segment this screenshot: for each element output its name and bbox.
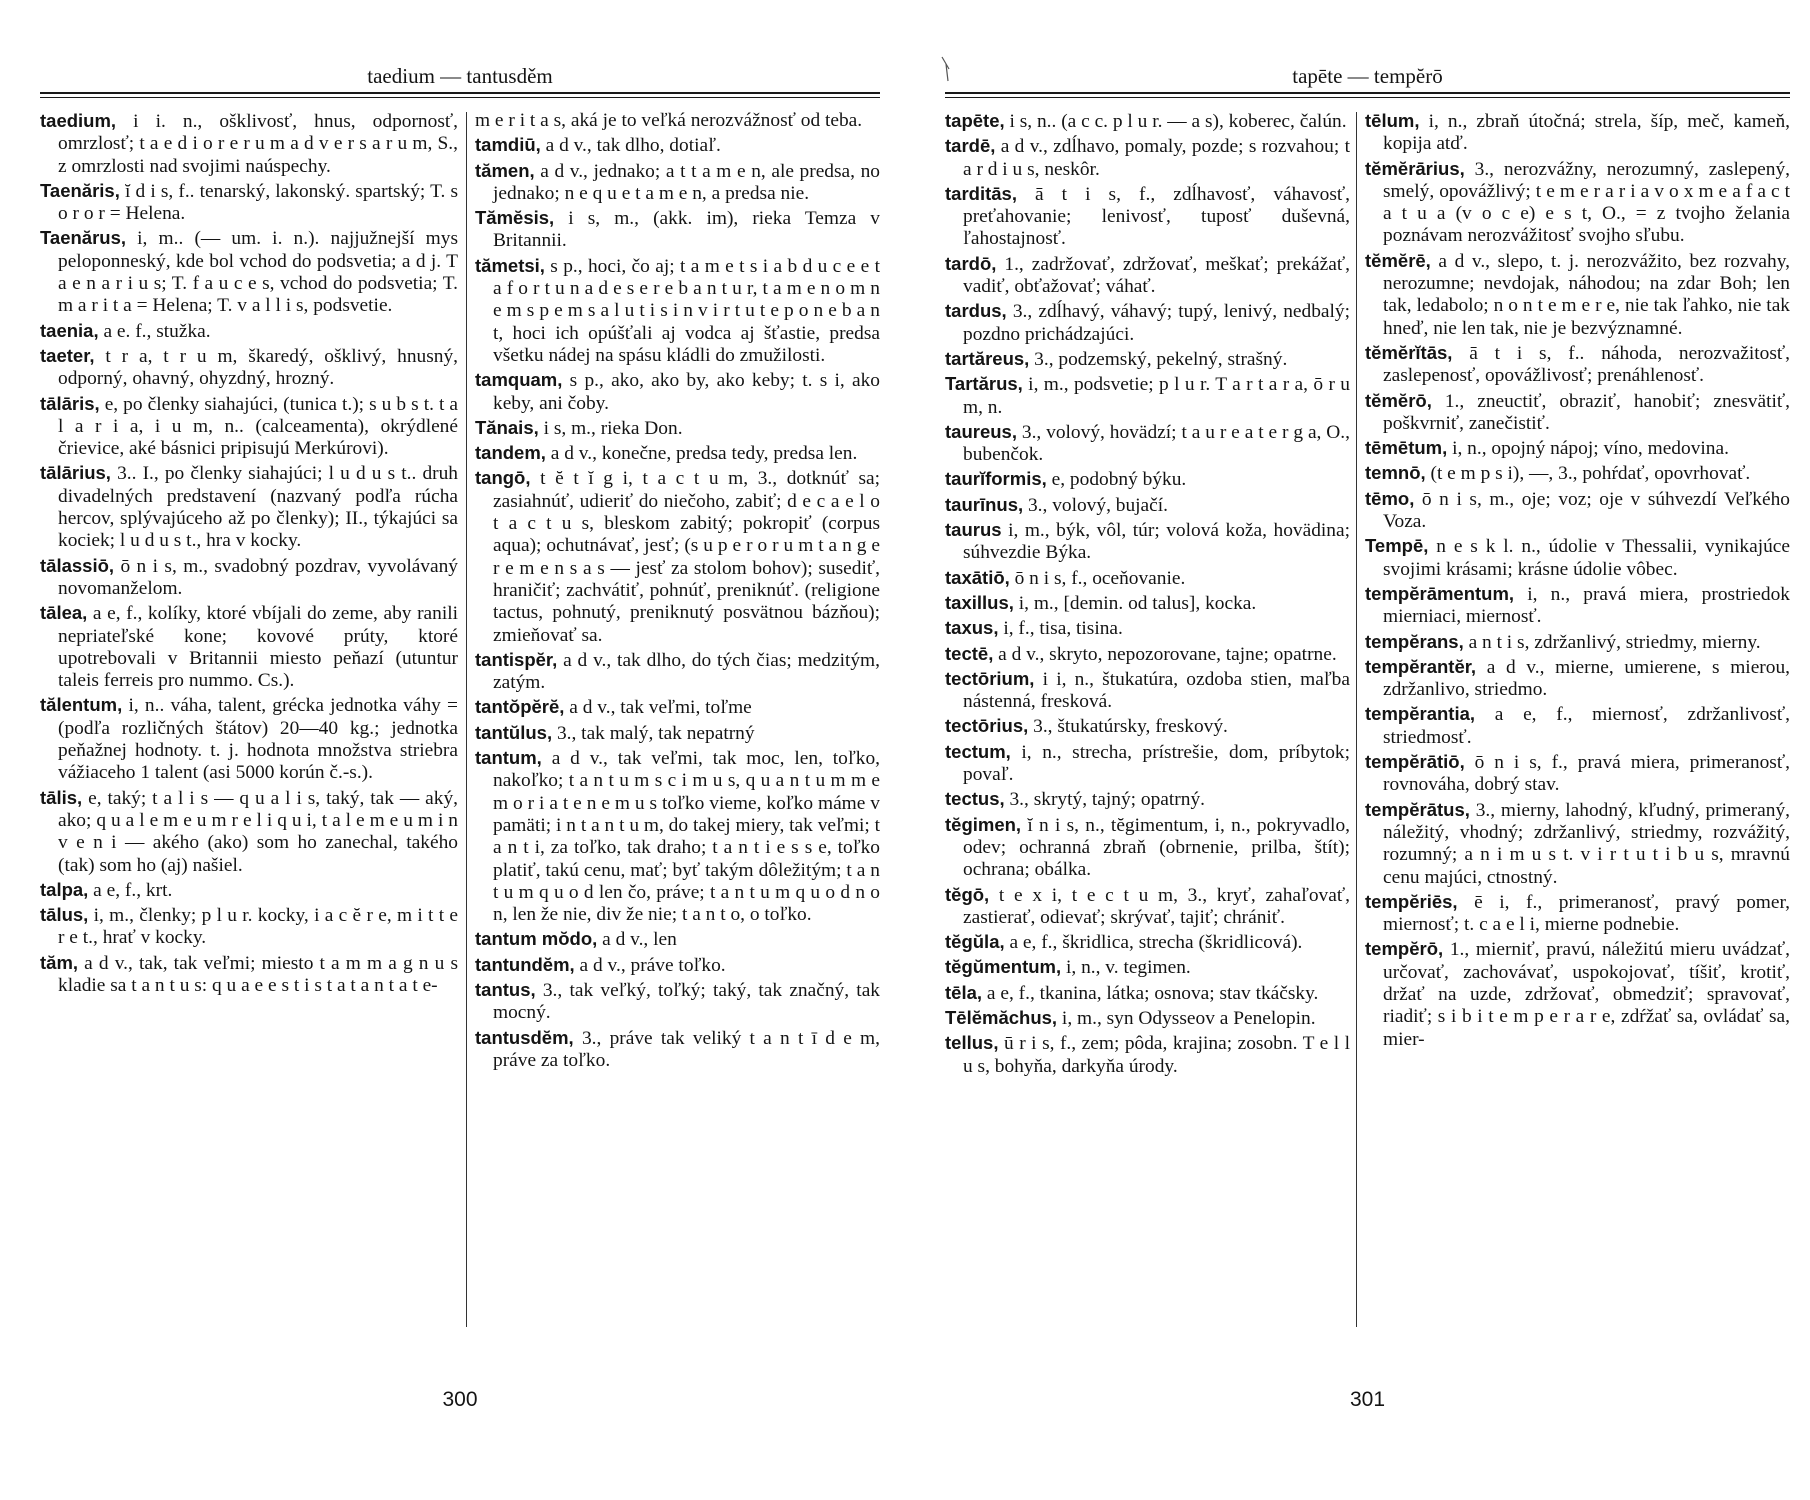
dictionary-entry <box>475 928 880 951</box>
headword: tĕgŭla, <box>945 931 1005 953</box>
dictionary-entry <box>1365 891 1790 937</box>
headword: tālus, <box>40 904 89 926</box>
headword: tardus, <box>945 300 1007 322</box>
dictionary-entry <box>475 696 880 719</box>
headword: taurus <box>945 519 1002 541</box>
dictionary-entry <box>1365 158 1790 248</box>
headword: tempĕriēs, <box>1365 890 1458 912</box>
dictionary-entry <box>945 956 1350 979</box>
dictionary-entry <box>40 879 458 902</box>
dictionary-entry <box>1365 462 1790 485</box>
definition-text: ā t i s, f., zdĺhavosť, váhavosť, preťahovanie; lenivosť, tuposť duševná, ľahostajnosť. <box>963 183 1350 250</box>
definition-text: a d v., slepo, t. j. nerozvážito, bez rozvahy, nerozumne; nevdojak, náhodou; na zdar Boh; len tak, ledabolo; n o n t e m e r e, nie tak ľahko, nie tak hneď, nie len tak, nie je bezvýznamné. <box>1383 250 1790 339</box>
headword: tangō, <box>475 467 531 489</box>
dictionary-entry <box>1365 110 1790 156</box>
dictionary-entry <box>475 110 880 132</box>
headword: tĕmĕrē, <box>1365 249 1431 271</box>
headword: tectum, <box>945 740 1011 762</box>
definition-text: s p., ako, ako by, ako keby; t. s i, ako keby, ani čoby. <box>493 370 880 414</box>
dictionary-entry <box>945 135 1350 181</box>
dictionary-entry <box>945 567 1350 590</box>
headword: temnō, <box>1365 462 1426 484</box>
dictionary-entry <box>1365 250 1790 340</box>
dictionary-entry <box>945 982 1350 1005</box>
definition-text: 3., mierny, lahodný, kľudný, primeraný, náležitý, vhodný; zdržanlivý, striedmy, rozvážitý, rozumný; a n i m u s t. v i r t u t i b u s, mravnú cenu majúci, ctnostný. <box>1383 799 1790 888</box>
definition-text: i s, m., (akk. im), rieka Temza v Britannii. <box>493 208 880 252</box>
headword: tĕgō, <box>945 883 990 905</box>
column-divider <box>466 112 467 1327</box>
headword: tēmo, <box>1365 487 1415 509</box>
definition-text: a n t i s, zdržanlivý, striedmy, mierny. <box>1463 631 1761 653</box>
definition-text: n e s k l. n., údolie v Thessalii, vynikajúce svojimi krásami; krásne údolie vôbec. <box>1383 536 1790 580</box>
definition-text: a d v., tak veľmi, tak moc, len, toľko, nakoľko; t a n t u m s c i m u s, q u a n t u m m e m o r i a t e n e m u s toľko vieme, koľko máme v pamäti; i n t a n t u m, do takej miery, tak veľmi; t a n t i, za toľko, tak draho; t a n t i e s s e, toľko platiť, takú cenu, mať; byť takým dôležitým; t a n t u m q u o d len čo, práve; t a n t u m q u o d n o n, len že nie, div že nie; t a n t o, o toľko. <box>493 748 880 926</box>
dictionary-entry <box>475 747 880 926</box>
definition-text: t ĕ t ĭ g i, t a c t u m, 3., dotknúť sa; zasiahnúť, udieriť do niečoho, zabiť; d e c a e l o t a c t u s, bleskom zabitý; pokropiť (corpus aqua); ochutnávať, jesť; (s u p e r o r u m t a n g e r e m e n s a s — jesť za stolom bohov); susediť, hraničiť; zachvátiť, pohnúť, preniknúť. (religione tactus, pohnutý, preniknutý posvätnou bázňou); zmieňovať sa. <box>493 468 880 646</box>
page-number: 300 <box>442 1388 478 1411</box>
dictionary-entry <box>1365 437 1790 460</box>
definition-text: ē i, f., primeranosť, pravý pomer, miernosť; t. c a e l i, mierne podnebie. <box>1383 891 1790 936</box>
headword: tantŏpĕrĕ, <box>475 696 565 718</box>
headword: tantum, <box>475 747 542 769</box>
header-rule-thin <box>945 97 1790 98</box>
dictionary-entry <box>945 931 1350 954</box>
definition-text: ō n i s, m., oje; voz; oje v súhvezdí Veľkého Voza. <box>1383 488 1790 533</box>
definition-text: a d v., tak, tak veľmi; miesto t a m m a g n u s kladie sa t a n t u s: q u a e e s t i s t a t a n t a t e- <box>58 952 458 996</box>
definition-text: ū r i s, f., zem; pôda, krajina; zosobn. T e l l u s, bohyňa, darkyňa úrody. <box>963 1033 1350 1077</box>
definition-text: 3., zdĺhavý, váhavý; tupý, lenivý, nedbalý; pozdno prichádzajúci. <box>963 301 1350 345</box>
headword: tălentum, <box>40 694 123 716</box>
running-head: taedium — tantusděm <box>367 64 553 88</box>
dictionary-entry <box>945 348 1350 371</box>
headword: tamquam, <box>475 369 563 391</box>
definition-text: i s, m., rieka Don. <box>538 417 683 439</box>
headword: tālis, <box>40 786 83 808</box>
dictionary-entry <box>475 134 880 157</box>
headword: Taenăris, <box>40 179 120 201</box>
definition-text: a d v., skryto, nepozorovane, tajne; opatrne. <box>993 643 1337 665</box>
headword: tālassiō, <box>40 554 115 576</box>
dictionary-entry <box>945 617 1350 640</box>
headword: tempĕrans, <box>1365 630 1464 652</box>
definition-text: ō n i s, f., oceňovanie. <box>1009 567 1186 589</box>
dictionary-entry <box>945 110 1350 133</box>
dictionary-column-2 <box>475 110 880 1074</box>
definition-text: a d v., tak veľmi, toľme <box>564 697 752 719</box>
dictionary-entry <box>1365 535 1790 581</box>
definition-text: 3., nerozvážny, nerozumný, zaslepený, smelý, opovážlivý; t e m e r a r i a v o x m e a f a c t a t u a (v o c e) e s t, O., = z tvojho želania poznávam nerozvážitosť svojho sľubu. <box>1383 158 1790 247</box>
definition-text: i, f., tisa, tisina. <box>998 618 1123 640</box>
headword: Tēlĕmăchus, <box>945 1006 1058 1028</box>
definition-text: e, po členky siahajúci, (tunica t.); s u b s t. t a l a r i a, i u m, n.. (calceamenta), okrýdlené črievice, aké básnici pripisujú Merkúrovi). <box>58 393 458 460</box>
dictionary-entry <box>1365 751 1790 797</box>
dictionary-entry <box>40 110 458 178</box>
page-number: 301 <box>1349 1388 1386 1411</box>
running-head: tapēte — tempĕrō <box>1292 64 1443 88</box>
definition-text: 3., podzemský, pekelný, strašný. <box>1029 348 1288 370</box>
dictionary-entry <box>475 442 880 465</box>
headword: tămetsi, <box>475 254 545 276</box>
definition-text: e, taký; t a l i s — q u a l i s, taký, tak — aký, ako; q u a l e m e u m r e l i q u i, t a l e m e u m i n v e n i — akého (ako) som ho zanechal, takého (tak) som ho (aj) našiel. <box>58 787 458 876</box>
dictionary-entry <box>475 255 880 367</box>
dictionary-entry <box>945 643 1350 666</box>
header-rule <box>945 92 1790 94</box>
dictionary-entry <box>1365 583 1790 629</box>
header-rule-thin <box>40 97 880 98</box>
headword: tempĕrantĕr, <box>1365 655 1477 677</box>
headword: taureus, <box>945 420 1017 442</box>
dictionary-entry <box>40 904 458 950</box>
headword: tantum mŏdo, <box>475 928 598 950</box>
dictionary-entry <box>1365 656 1790 702</box>
definition-text: ō n i s, f., pravá miera, primeranosť, rovnováha, dobrý stav. <box>1383 752 1790 796</box>
dictionary-entry <box>40 320 458 343</box>
headword: tartăreus, <box>945 347 1030 369</box>
dictionary-entry <box>945 421 1350 467</box>
definition-text: i, n., strecha, prístrešie, dom, príbytok; povaľ. <box>963 741 1350 786</box>
dictionary-entry <box>475 369 880 415</box>
definition-text: 3., štukatúrsky, freskový. <box>1028 716 1228 738</box>
right-page <box>905 0 1810 1500</box>
definition-text: i i. n., ošklivosť, hnus, odpornosť, omrzlosť; t a e d i o r e r u m a d v e r s a r u m, S., z omrzlosti nad svojimi naúspechy. <box>58 111 458 177</box>
headword: Taenărus, <box>40 227 127 249</box>
definition-text: i, n., opojný nápoj; víno, medovina. <box>1447 438 1729 460</box>
headword: taurīnus, <box>945 493 1024 515</box>
definition-text: i, m., členky; p l u r. kocky, i a c ĕ r e, m i t t e r e t., hrať v kocky. <box>58 905 458 949</box>
dictionary-entry <box>475 649 880 695</box>
dictionary-entry <box>945 715 1350 738</box>
dictionary-entry <box>475 1027 880 1073</box>
dictionary-column-1 <box>40 110 458 999</box>
dictionary-entry <box>945 592 1350 615</box>
headword: taurĭformis, <box>945 468 1047 490</box>
headword: tēlum, <box>1365 110 1420 131</box>
definition-text: m e r i t a s, aká je to veľká nerozvážnosť od teba. <box>475 110 863 131</box>
definition-text: ĭ d i s, f.. tenarský, lakonský. spartský; T. s o r o r = Helena. <box>58 180 458 225</box>
headword: tăm, <box>40 951 79 973</box>
definition-text: t e x i, t e c t u m, 3., kryť, zahaľovať, zastierať, odievať; skrývať, tajiť; chrániť. <box>963 884 1350 928</box>
definition-text: a d v., len <box>597 929 677 951</box>
headword: Tempē, <box>1365 535 1429 557</box>
definition-text: a d v., práve toľko. <box>574 954 726 976</box>
header-rule <box>40 92 880 94</box>
dictionary-entry <box>40 602 458 692</box>
headword: tĕmĕrō, <box>1365 389 1432 411</box>
headword: tempĕrō, <box>1365 938 1444 960</box>
definition-text: s p., hoci, čo aj; t a m e t s i a b d u c e e t a f o r t u n a d e s e r e b a n t u r, t a m e n o m n e m s p e m s a l u t i s i n v i r t u t e p o n e b a n t, hoci ich opúšťali aj vodca aj šťastie, predsa všetku nádej na spásu kládli do zmužilosti. <box>493 255 880 366</box>
headword: tempĕrātus, <box>1365 798 1470 820</box>
headword: taxātiō, <box>945 566 1010 588</box>
dictionary-entry <box>1365 488 1790 534</box>
definition-text: 1., zadržovať, zdržovať, meškať; prekážať, vadiť, obťažovať; váhať. <box>963 253 1350 298</box>
definition-text: ō n i s, m., svadobný pozdrav, vyvolávaný novomanželom. <box>58 555 458 599</box>
definition-text: i, n., v. tegimen. <box>1061 957 1191 979</box>
definition-text: a e, f., miernosť, zdržanlivosť, striedmosť. <box>1383 704 1790 748</box>
definition-text: 3., volový, hovädzí; t a u r e a t e r g a, O., bubenčok. <box>963 421 1350 466</box>
headword: taedium, <box>40 110 117 131</box>
headword: Tănais, <box>475 416 539 438</box>
definition-text: a d v., mierne, umierene, s mierou, zdržanlivo, striedmo. <box>1383 656 1790 701</box>
headword: Tămĕsis, <box>475 207 555 229</box>
dictionary-entry <box>945 183 1350 251</box>
headword: tamdiū, <box>475 134 541 156</box>
definition-text: i, n.. váha, talent, grécka jednotka váhy = (podľa rozličných štátov) 20—40 kg.; jednotka peňažnej hodnoty. t. j. hodnota množstva striebra vážiaceho 1 talent (asi 5000 korún č.-s.). <box>58 695 458 784</box>
headword: tarditās, <box>945 182 1017 204</box>
definition-text: ā t i s, f.. náhoda, nerozvažitosť, zaslepenosť, opovážlivosť; prenáhlenosť. <box>1383 342 1790 387</box>
headword: tālāris, <box>40 392 100 414</box>
headword: Tartărus, <box>945 373 1023 395</box>
definition-text: 3., tak malý, tak nepatrný <box>552 722 755 744</box>
dictionary-entry <box>475 722 880 745</box>
headword: tantundĕm, <box>475 953 575 975</box>
headword: tectus, <box>945 788 1005 810</box>
headword: tantus, <box>475 978 536 1000</box>
dictionary-entry <box>475 207 880 253</box>
definition-text: 1., zneuctiť, obraziť, hanobiť; znesvätiť, poškvrniť, zanečistiť. <box>1383 390 1790 434</box>
definition-text: a d v., tak dlho, dotiaľ. <box>540 135 721 157</box>
headword: tĕmĕrĭtās, <box>1365 341 1453 363</box>
headword: tectōrium, <box>945 667 1035 689</box>
headword: taenia, <box>40 319 99 341</box>
headword: tantispĕr, <box>475 648 558 670</box>
headword: tapēte, <box>945 110 1005 131</box>
dictionary-entry <box>40 952 458 998</box>
definition-text: i, m., býk, vôl, túr; volová koža, hovädina; súhvezdie Býka. <box>963 520 1350 564</box>
definition-text: 1., mierniť, pravú, náležitú mieru uvádzať, určovať, zachovávať, uspokojovať, tíšiť, krotiť, držať na uzde, zdržovať, obmedziť; spravovať, riadiť; s i b i t e m p e r a r e, zdŕžať sa, ovládať sa, mier- <box>1383 939 1790 1050</box>
definition-text: i, m., [demin. od talus], kocka. <box>1013 592 1257 614</box>
headword: tectōrius, <box>945 715 1029 737</box>
dictionary-entry <box>945 300 1350 346</box>
headword: tempĕrāmentum, <box>1365 582 1515 604</box>
dictionary-entry <box>1365 342 1790 388</box>
dictionary-entry <box>475 417 880 440</box>
dictionary-entry <box>945 1032 1350 1078</box>
dictionary-column-1 <box>945 110 1350 1080</box>
definition-text: 3., skrytý, tajný; opatrný. <box>1004 789 1205 811</box>
dictionary-entry <box>40 462 458 552</box>
definition-text: (t e m p s i), —, 3., pohŕdať, opovrhovať. <box>1425 463 1751 485</box>
dictionary-entry <box>945 788 1350 811</box>
definition-text: a e, f., kolíky, ktoré vbíjali do zeme, aby ranili nepriateľské kone; kovové prúty, ktoré upotrebovali v Britannii miesto peňazí (utuntur taleis ferreis pro nummo. Cs.). <box>58 603 458 692</box>
definition-text: a d v., tak dlho, do tých čias; medzitým, zatým. <box>493 649 880 694</box>
dictionary-entry <box>945 494 1350 517</box>
headword: taxus, <box>945 617 999 639</box>
headword: tantŭlus, <box>475 721 553 743</box>
definition-text: i s, n.. (a c c. p l u r. — a s), koberec, čalún. <box>1004 111 1347 132</box>
dictionary-entry <box>1365 938 1790 1050</box>
dictionary-entry <box>945 884 1350 930</box>
headword: tĕgŭmentum, <box>945 956 1062 978</box>
dictionary-entry <box>945 814 1350 882</box>
definition-text: ĭ n i s, n., tĕgimentum, i, n., pokryvadlo, odev; ochranná zbraň (obrnenie, prilba, štít); ochrana; obálka. <box>963 814 1350 881</box>
headword: tĕgimen, <box>945 813 1022 835</box>
dictionary-entry <box>40 787 458 877</box>
dictionary-entry <box>945 741 1350 787</box>
headword: tĕmĕrārius, <box>1365 157 1465 179</box>
definition-text: i i, n., štukatúra, ozdoba stien, maľba nástenná, fresková. <box>963 668 1350 713</box>
headword: tellus, <box>945 1032 999 1054</box>
dictionary-entry <box>40 180 458 226</box>
dictionary-entry <box>475 160 880 206</box>
definition-text: 3.. I., po členky siahajúci; l u d u s t.. druh divadelných predstavení (nazvaný podľa rúcha hercov, splývajúceho až po členky); II., týkajúci sa kociek; l u d u s t., hra v kocky. <box>58 463 458 552</box>
definition-text: e, podobný býku. <box>1046 469 1187 491</box>
definition-text: i, n., pravá miera, prostriedok mierniaci, miernosť. <box>1383 583 1790 628</box>
headword: tēmētum, <box>1365 437 1448 459</box>
dictionary-entry <box>40 393 458 461</box>
headword: tantusdĕm, <box>475 1026 574 1048</box>
dictionary-entry <box>945 668 1350 714</box>
definition-text: i, m., syn Odysseov a Penelopin. <box>1057 1007 1316 1029</box>
dictionary-entry <box>1365 703 1790 749</box>
dictionary-entry <box>945 253 1350 299</box>
definition-text: a e. f., stužka. <box>98 320 211 342</box>
definition-text: a d v., zdĺhavo, pomaly, pozde; s rozvahou; t a r d i u s, neskôr. <box>963 136 1350 180</box>
dictionary-entry <box>1365 631 1790 654</box>
dictionary-entry <box>40 227 458 317</box>
dictionary-column-2 <box>1365 110 1790 1053</box>
headword: tēla, <box>945 981 983 1003</box>
headword: tālea, <box>40 602 88 624</box>
dictionary-entry <box>475 979 880 1025</box>
dictionary-entry <box>475 467 880 646</box>
headword: talpa, <box>40 878 89 900</box>
column-divider <box>1356 112 1357 1327</box>
headword: tardē, <box>945 135 996 157</box>
definition-text: a e, f., tkanina, látka; osnova; stav tkáčsky. <box>982 982 1319 1004</box>
headword: tempĕrantia, <box>1365 703 1476 725</box>
headword: tandem, <box>475 442 546 464</box>
dictionary-entry <box>40 345 458 391</box>
headword: tămen, <box>475 159 535 181</box>
definition-text: i, n., zbraň útočná; strela, šíp, meč, kameň, kopija atď. <box>1383 111 1790 155</box>
dictionary-entry <box>945 468 1350 491</box>
headword: taeter, <box>40 344 95 366</box>
definition-text: 3., práve tak veliký t a n t ī d e m, práve za toľko. <box>493 1027 880 1071</box>
definition-text: a d v., jednako; a t t a m e n, ale predsa, no jednako; n e q u e t a m e n, a predsa nie. <box>493 160 880 204</box>
dictionary-entry <box>475 954 880 977</box>
dictionary-entry <box>40 694 458 784</box>
dictionary-entry <box>1365 799 1790 889</box>
definition-text: a e, f., krt. <box>88 879 173 901</box>
dictionary-entry <box>945 1007 1350 1030</box>
dictionary-entry <box>945 519 1350 565</box>
definition-text: t r a, t r u m, škaredý, ošklivý, hnusný, odporný, ohavný, ohyzdný, hrozný. <box>58 345 458 390</box>
headword: taxillus, <box>945 591 1014 613</box>
dictionary-entry <box>945 373 1350 419</box>
definition-text: 3., tak veľký, toľký; taký, tak značný, tak mocný. <box>493 979 880 1024</box>
dictionary-entry <box>1365 390 1790 436</box>
dictionary-entry <box>40 555 458 601</box>
definition-text: i, m., podsvetie; p l u r. T a r t a r a, ō r u m, n. <box>963 374 1350 418</box>
headword: tempĕrātiō, <box>1365 751 1465 773</box>
definition-text: 3., volový, bujačí. <box>1023 494 1168 516</box>
definition-text: i, m.. (— um. i. n.). najjužnejší mys peloponneský, kde bol vchod do podsvetia; a d j. T a e n a r i u s; T. f a u c e s, vchod do podsvetia; T. m a r i t a = Helena; T. v a l l i s, podsvetie. <box>58 228 458 317</box>
headword: tardō, <box>945 252 997 274</box>
definition-text: a e, f., škridlica, strecha (škridlicová). <box>1004 932 1303 954</box>
headword: tālārius, <box>40 462 111 484</box>
headword: tectē, <box>945 642 994 664</box>
definition-text: a d v., konečne, predsa tedy, predsa len. <box>545 443 858 465</box>
